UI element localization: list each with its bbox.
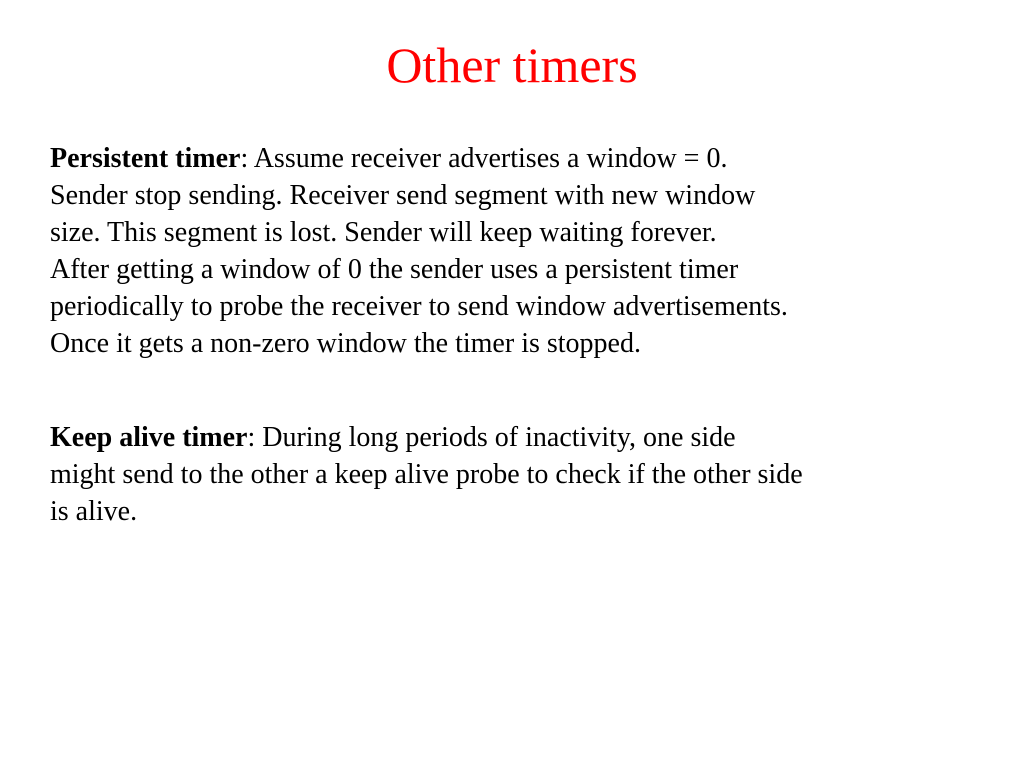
paragraph-line: might send to the other a keep alive probe to check if the other side <box>50 459 803 490</box>
paragraph-line: Sender stop sending. Receiver send segment with new window <box>50 180 756 211</box>
persistent-timer-term: Persistent timer <box>50 143 241 174</box>
keep-alive-timer-paragraph <box>50 419 990 530</box>
paragraph-line: size. This segment is lost. Sender will keep waiting forever. <box>50 217 717 248</box>
paragraph-text: : Assume receiver advertises a window = 0. <box>240 143 728 174</box>
slide-body <box>50 140 990 530</box>
slide-title: Other timers <box>386 37 638 93</box>
paragraph-line: periodically to probe the receiver to send window advertisements. <box>50 291 788 322</box>
paragraph-line <box>50 419 990 456</box>
paragraph-spacer <box>50 362 990 419</box>
keep-alive-timer-term: Keep alive timer <box>50 422 248 453</box>
paragraph-text: : During long periods of inactivity, one side <box>247 422 736 453</box>
paragraph-line: After getting a window of 0 the sender uses a persistent timer <box>50 254 739 285</box>
paragraph-line <box>50 140 990 177</box>
paragraph-line: is alive. <box>50 496 138 527</box>
persistent-timer-paragraph <box>50 140 990 362</box>
paragraph-line: Once it gets a non-zero window the timer is stopped. <box>50 328 641 359</box>
